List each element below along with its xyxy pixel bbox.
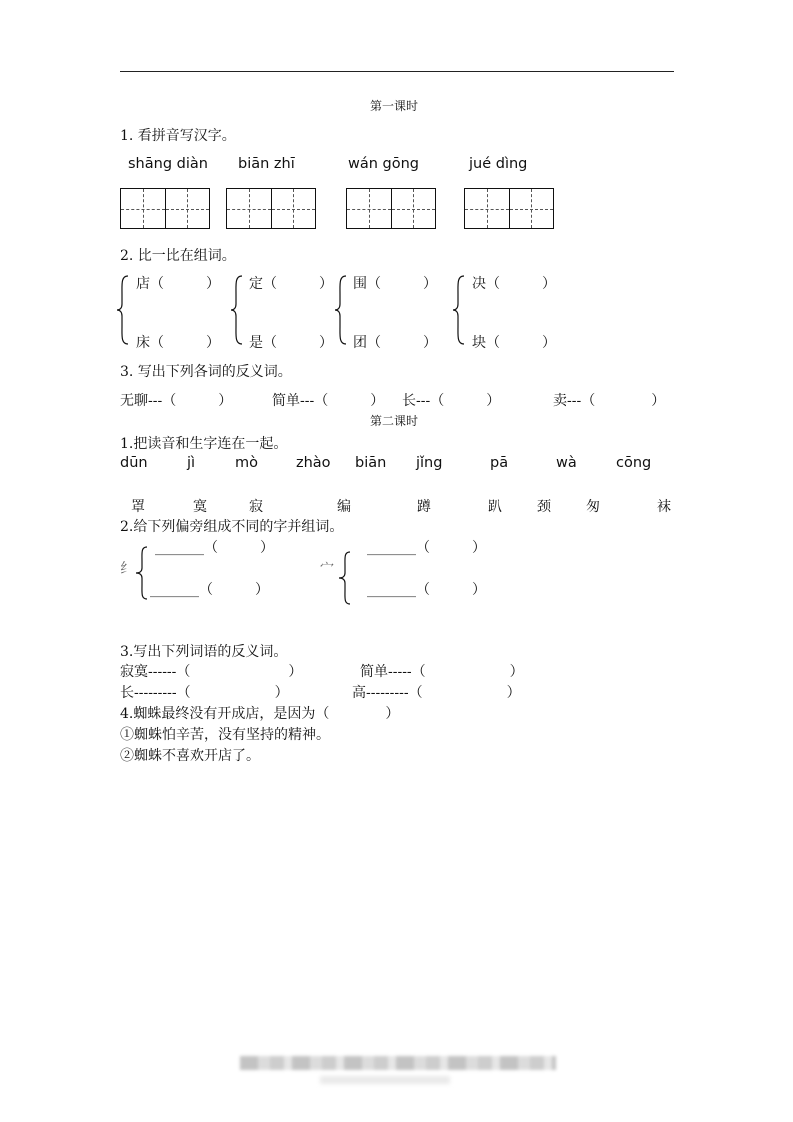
writing-grid[interactable] [120, 188, 210, 229]
lesson2-q1-title: 1.把读音和生字连在一起。 [120, 436, 288, 452]
antonym-item[interactable]: 长---------（ ） [120, 685, 289, 701]
blurred-footer-watermark [320, 1076, 450, 1084]
lesson2-title: 第二课时 [370, 414, 419, 428]
writing-grid[interactable] [346, 188, 436, 229]
lesson1-q2-title: 2. 比一比在组词。 [120, 248, 236, 264]
compare-item[interactable]: 定（ ） [249, 276, 333, 292]
choice-option[interactable]: ②蜘蛛不喜欢开店了。 [120, 748, 260, 764]
lesson2-q3-title: 3.写出下列词语的反义词。 [120, 644, 288, 660]
antonym-item[interactable]: 无聊---（ ） [120, 393, 233, 409]
pinyin-label: biān zhī [238, 156, 295, 172]
left-brace-icon [116, 274, 130, 346]
antonym-item[interactable]: 高---------（ ） [352, 685, 521, 701]
character-item[interactable]: 寞 [193, 499, 207, 515]
lesson2-q4-title[interactable]: 4.蜘蛛最终没有开成店，是因为（ ） [120, 706, 400, 722]
pinyin-label: pā [490, 455, 509, 471]
blurred-footer-watermark [240, 1056, 556, 1070]
antonym-item[interactable]: 长---（ ） [402, 393, 501, 409]
antonym-item[interactable]: 简单---（ ） [272, 393, 385, 409]
compare-item[interactable]: 店（ ） [136, 276, 220, 292]
radical-label: 宀 [320, 561, 334, 577]
pinyin-label: shāng diàn [128, 156, 208, 172]
choice-option[interactable]: ①蜘蛛怕辛苦，没有坚持的精神。 [120, 727, 330, 743]
pinyin-label: jì [187, 455, 196, 471]
left-brace-icon [230, 274, 244, 346]
pinyin-label: zhào [296, 455, 331, 471]
pinyin-label: jué dìng [469, 156, 528, 172]
character-item[interactable]: 编 [337, 499, 351, 515]
compare-item[interactable]: 是（ ） [249, 335, 333, 351]
header-rule [120, 71, 674, 72]
pinyin-label: wán gōng [348, 156, 420, 172]
radical-word-line[interactable]: _______（ ） [155, 540, 274, 556]
character-item[interactable]: 袜 [657, 499, 671, 515]
character-item[interactable]: 趴 [488, 499, 502, 515]
lesson1-title: 第一课时 [370, 99, 419, 113]
character-item[interactable]: 匆 [586, 499, 600, 515]
pinyin-label: cōng [616, 455, 652, 471]
lesson1-q1-title: 1. 看拼音写汉字。 [120, 128, 236, 144]
compare-item[interactable]: 床（ ） [136, 335, 220, 351]
pinyin-label: mò [235, 455, 258, 471]
character-item[interactable]: 罩 [131, 499, 145, 515]
lesson2-q2-title: 2.给下列偏旁组成不同的字并组词。 [120, 519, 344, 535]
compare-item[interactable]: 团（ ） [353, 335, 437, 351]
radical-word-line[interactable]: _______（ ） [367, 582, 486, 598]
antonym-item[interactable]: 卖---（ ） [553, 393, 666, 409]
compare-item[interactable]: 围（ ） [353, 276, 437, 292]
compare-item[interactable]: 块（ ） [472, 335, 556, 351]
character-item[interactable]: 颈 [537, 499, 551, 515]
left-brace-icon [334, 274, 348, 346]
pinyin-label: dūn [120, 455, 148, 471]
character-item[interactable]: 寂 [249, 499, 263, 515]
antonym-item[interactable]: 简单-----（ ） [360, 664, 524, 680]
radical-word-line[interactable]: _______（ ） [150, 582, 269, 598]
left-brace-icon [338, 550, 352, 606]
radical-label: 纟 [120, 561, 134, 577]
radical-word-line[interactable]: _______（ ） [367, 540, 486, 556]
lesson1-q3-title: 3. 写出下列各词的反义词。 [120, 364, 292, 380]
antonym-item[interactable]: 寂寞------（ ） [120, 664, 303, 680]
character-item[interactable]: 蹲 [417, 499, 431, 515]
left-brace-icon [452, 274, 466, 346]
pinyin-label: biān [355, 455, 387, 471]
writing-grid[interactable] [226, 188, 316, 229]
pinyin-label: jǐng [416, 455, 443, 471]
compare-item[interactable]: 决（ ） [472, 276, 556, 292]
pinyin-label: wà [556, 455, 577, 471]
left-brace-icon [135, 545, 149, 601]
writing-grid[interactable] [464, 188, 554, 229]
